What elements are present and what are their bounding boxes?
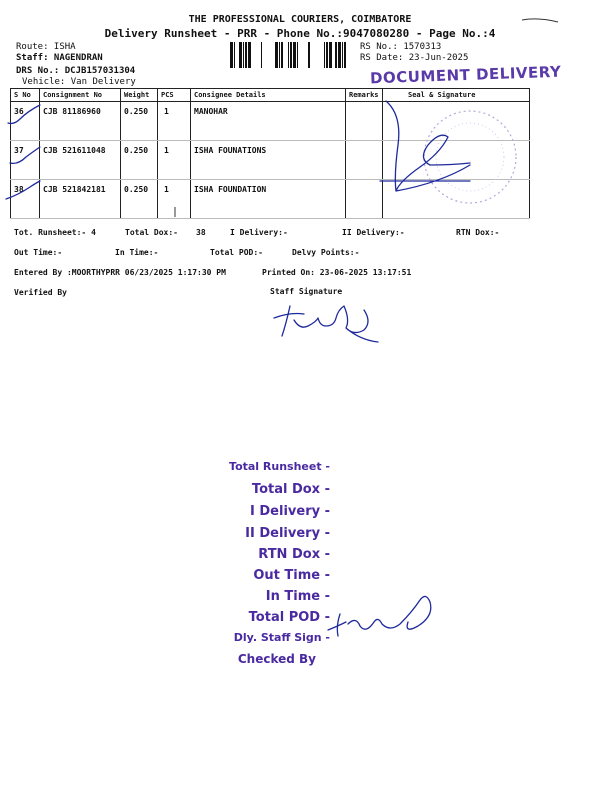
barcode-bar [338,42,341,68]
total-dox-value: 38 [196,228,206,237]
barcode-bar [342,42,343,68]
barcode-bar [288,42,289,68]
stamp-out-time: Out Time - [253,568,330,583]
staff-signature-stroke [274,306,378,342]
cell-pcs: 1 [158,141,191,180]
barcode-bar [245,42,247,68]
barcode-bar [234,42,235,68]
i-delivery: I Delivery:- [230,228,288,237]
barcode-bar [281,42,283,68]
pen-mark [520,14,560,26]
col-pcs: PCS [158,89,191,102]
barcode-bar [329,42,332,68]
barcode-bar [308,42,310,68]
cell-sno: 36 [11,102,40,141]
col-remarks: Remarks [346,89,383,102]
barcode-bar [261,42,262,68]
cell-consignee: ISHA FOUNDATION [191,180,346,219]
cell-weight: 0.250 [121,180,158,219]
col-weight: Weight [121,89,158,102]
delvy-points: Delvy Points:- [292,248,360,257]
col-consignee: Consignee Details [191,89,346,102]
barcode-bar [324,42,325,68]
col-consignment: Consignment No [40,89,121,102]
company-title: THE PROFESSIONAL COURIERS, COIMBATORE [188,14,412,25]
cell-consignment: CJB 81186960 [40,102,121,141]
barcode-bar [326,42,328,68]
stamp-ii-delivery: II Delivery - [245,526,330,541]
stamp-i-delivery: I Delivery - [250,504,330,519]
tick-mark-38 [6,181,40,199]
cell-consignment: CJB 521611048 [40,141,121,180]
stamp-total-runsheet: Total Runsheet - [229,460,330,473]
cell-weight: 0.250 [121,102,158,141]
col-seal: Seal & Signature [383,89,530,102]
stamp-rtn-dox: RTN Dox - [258,547,330,562]
total-pod: Total POD:- [210,248,263,257]
cell-consignee: MANOHAR [191,102,346,141]
cell-consignee: ISHA FOUNATIONS [191,141,346,180]
rtn-dox: RTN Dox:- [456,228,500,237]
barcode-bar [230,42,233,68]
out-time: Out Time:- [14,248,63,257]
in-time: In Time:- [115,248,159,257]
barcode-bar [243,42,244,68]
cell-consignment: CJB 521842181 [40,180,121,219]
seal-circle [424,111,516,203]
summary-stamp-block [200,460,330,670]
barcode-bar [290,42,292,68]
barcode-bar [297,42,298,68]
barcode-bar [275,42,278,68]
staff-signature-label: Staff Signature [270,287,343,296]
cell-sno: 37 [11,141,40,180]
col-sno: S No [11,89,40,102]
vehicle-label: Vehicle: Van Delivery [22,77,136,87]
runsheet-subtitle: Delivery Runsheet - PRR - Phone No.:9047080280 - Page No.:4 [104,27,496,40]
stamp-checked-by: Checked By [237,652,316,666]
document-delivery-stamp: DOCUMENT DELIVERY [369,62,562,88]
total-dox-label: Total Dox:- [125,228,178,237]
entered-by: Entered By :MOORTHYPRR 06/23/2025 1:17:30 PM [14,268,226,277]
barcode-bar [344,42,346,68]
drs-number: DRS No.: DCJB157031304 [16,66,136,76]
cell-pcs: 1 [158,102,191,141]
ii-delivery: II Delivery:- [342,228,405,237]
dly-staff-signature [320,586,460,646]
cell-sno: 38 [11,180,40,219]
route-label: Route: ISHA [16,42,76,52]
barcode-bar [239,42,242,68]
barcode [230,42,352,68]
barcode-bar [293,42,296,68]
table-handwriting [0,95,600,235]
barcode-bar [335,42,337,68]
staff-label: Staff: NAGENDRAN [16,53,103,63]
dly-signature-stroke [328,596,431,636]
barcode-bar [279,42,280,68]
stamp-total-pod: Total POD - [248,610,330,625]
barcode-bar [248,42,251,68]
tot-runsheet: Tot. Runsheet:- 4 [14,228,96,237]
stamp-in-time: In Time - [265,589,330,604]
printed-on: Printed On: 23-06-2025 13:17:51 [262,268,412,277]
staff-signature [260,296,390,356]
tick-mark-37 [10,147,40,163]
rs-date: RS Date: 23-Jun-2025 [360,53,469,63]
cell-pcs: 1 [158,180,191,219]
rs-number: RS No.: 1570313 [360,42,442,52]
cell-weight: 0.250 [121,141,158,180]
tick-mark-36 [8,105,40,124]
verified-by: Verified By [14,288,67,297]
stamp-staff-sign: Dly. Staff Sign - [233,631,330,644]
stamp-total-dox: Total Dox - [251,482,330,497]
